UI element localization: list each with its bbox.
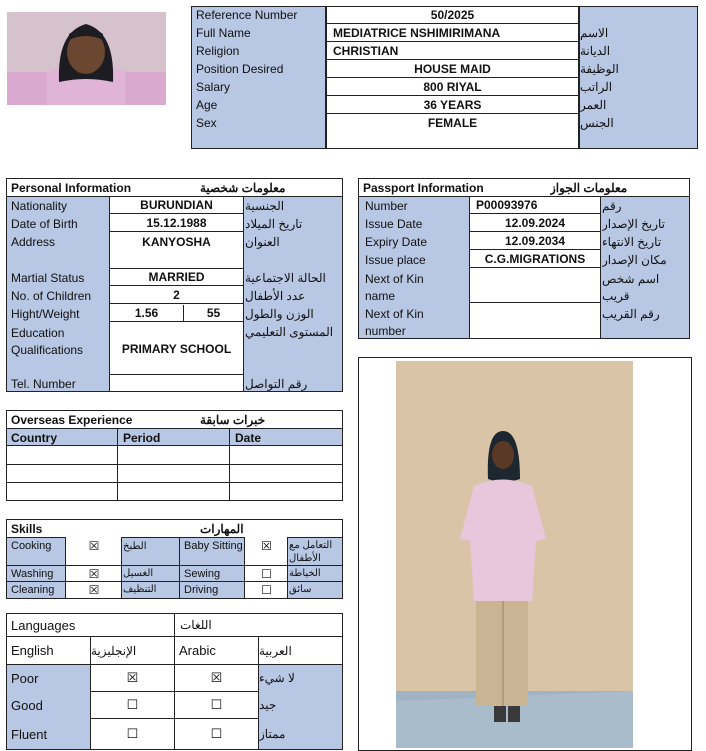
passport-label-expiry-date: Expiry Date xyxy=(365,234,428,249)
skills-title-ar: المهارات xyxy=(200,521,244,536)
lang-level-poor-ar: لا شيء xyxy=(259,671,295,685)
personal-label-height-weight: Hight/Weight xyxy=(11,306,80,321)
overseas-col-date: Date xyxy=(235,430,262,445)
passport-info-title-ar: معلومات الجواز xyxy=(550,180,628,195)
personal-value-height: 1.56 xyxy=(110,305,184,322)
personal-label-children: No. of Children xyxy=(11,288,92,303)
skill-cleaning-checkbox[interactable]: ☒ xyxy=(88,582,100,597)
personal-label-dob: Date of Birth xyxy=(11,216,78,231)
skill-driving-ar: سائق xyxy=(289,584,312,595)
skill-sewing-label: Sewing xyxy=(184,567,221,580)
passport-label-kin-name-2: name xyxy=(365,288,396,303)
passport-label-number: Number xyxy=(365,198,408,213)
header-value-salary: 800 RIYAL xyxy=(327,78,578,96)
lang-english-label: English xyxy=(11,643,54,658)
skill-cleaning-label: Cleaning xyxy=(11,583,55,596)
header-value-religion: CHRISTIAN xyxy=(327,42,578,60)
skill-baby-ar-2: الأطفال xyxy=(289,552,321,564)
skill-cleaning-ar: التنظيف xyxy=(123,584,157,595)
lang-english-good-checkbox[interactable]: ☐ xyxy=(126,697,139,712)
passport-value-expiry-date: 12.09.2034 xyxy=(470,233,600,250)
personal-value-marital: MARRIED xyxy=(110,269,243,286)
passport-arabic-number: رقم xyxy=(602,198,622,213)
lang-english-poor-checkbox[interactable]: ☒ xyxy=(126,670,139,685)
lang-level-good: Good xyxy=(11,697,43,713)
passport-arabic-kin-number: رقم القريب xyxy=(602,306,660,321)
lang-arabic-ar: العربية xyxy=(259,643,292,658)
overseas-title: Overseas Experience xyxy=(11,412,133,427)
personal-value-dob: 15.12.1988 xyxy=(110,215,243,232)
lang-arabic-poor-checkbox[interactable]: ☒ xyxy=(210,670,223,685)
passport-arabic-kin-name-2: قريب xyxy=(602,288,630,303)
languages-title: Languages xyxy=(11,617,76,633)
skills-title: Skills xyxy=(11,521,43,536)
header-label-sex: Sex xyxy=(196,116,217,130)
passport-value-kin-name xyxy=(470,269,600,303)
passport-arabic-expiry-date: تاريخ الانتهاء xyxy=(602,234,662,249)
overseas-col-country: Country xyxy=(11,430,57,445)
skill-driving-checkbox[interactable]: ☐ xyxy=(261,582,272,597)
passport-value-kin-number xyxy=(470,304,600,338)
header-value-reference: 50/2025 xyxy=(327,6,578,24)
header-label-religion: Religion xyxy=(196,44,240,58)
lang-level-fluent: Fluent xyxy=(11,726,48,742)
header-label-age: Age xyxy=(196,98,218,112)
languages-title-ar: اللغات xyxy=(180,618,212,632)
skill-sewing-ar: الخياطة xyxy=(289,568,321,579)
header-value-sex: FEMALE xyxy=(427,116,478,130)
passport-label-issue-date: Issue Date xyxy=(365,216,423,231)
passport-label-kin-number-2: number xyxy=(365,323,406,338)
headshot-photo xyxy=(7,12,166,105)
full-body-image xyxy=(396,361,633,748)
personal-arabic-children: عدد الأطفال xyxy=(245,288,306,303)
lang-english-fluent-checkbox[interactable]: ☐ xyxy=(126,726,139,741)
passport-label-kin-number-1: Next of Kin xyxy=(365,306,424,321)
overseas-col-period: Period xyxy=(123,430,161,445)
personal-arabic-dob: تاريخ الميلاد xyxy=(245,216,303,231)
personal-info-title-ar: معلومات شخصية xyxy=(200,180,286,195)
skill-washing-label: Washing xyxy=(11,567,54,580)
header-label-position: Position Desired xyxy=(196,62,284,76)
skill-cooking-checkbox[interactable]: ☒ xyxy=(88,539,100,553)
header-arabic-position: الوظيفة xyxy=(580,62,619,76)
skill-cooking-ar: الطبخ xyxy=(123,540,147,552)
divider xyxy=(7,482,342,483)
header-arabic-sex: الجنس xyxy=(580,116,614,130)
divider xyxy=(7,464,342,465)
lang-arabic-label: Arabic xyxy=(179,643,216,658)
personal-arabic-marital: الحالة الاجتماعية xyxy=(245,270,326,285)
header-arabic-fullname: الاسم xyxy=(580,26,609,40)
skill-washing-checkbox[interactable]: ☒ xyxy=(88,566,100,581)
personal-label-address: Address xyxy=(11,234,56,249)
lang-arabic-good-checkbox[interactable]: ☐ xyxy=(210,697,223,712)
skill-sewing-checkbox[interactable]: ☐ xyxy=(261,566,272,581)
skill-baby-checkbox[interactable]: ☒ xyxy=(261,539,272,553)
personal-value-children: 2 xyxy=(110,287,243,304)
lang-arabic-fluent-checkbox[interactable]: ☐ xyxy=(210,726,223,741)
personal-value-address: KANYOSHA xyxy=(142,234,211,249)
personal-value-education: PRIMARY SCHOOL xyxy=(110,323,243,375)
header-arabic-age: العمر xyxy=(580,98,607,112)
skill-driving-label: Driving xyxy=(184,583,219,596)
header-arabic-religion: الديانة xyxy=(580,44,611,58)
passport-arabic-issue-date: تاريخ الإصدار xyxy=(602,216,666,231)
personal-value-nationality: BURUNDIAN xyxy=(110,197,243,214)
passport-value-number: P00093976 xyxy=(470,197,600,214)
lang-level-good-ar: جيد xyxy=(259,698,277,712)
personal-arabic-address: العنوان xyxy=(245,234,280,249)
header-label-reference: Reference Number xyxy=(196,8,298,22)
lang-level-fluent-ar: ممتاز xyxy=(259,727,286,741)
personal-label-nationality: Nationality xyxy=(11,198,68,213)
passport-label-kin-name-1: Next of Kin xyxy=(365,271,424,286)
header-label-fullname: Full Name xyxy=(196,26,251,40)
header-value-position: HOUSE MAID xyxy=(327,60,578,78)
header-label-salary: Salary xyxy=(196,80,231,94)
personal-value-tel xyxy=(110,375,243,391)
personal-label-tel: Tel. Number xyxy=(11,376,76,391)
header-value-fullname: MEDIATRICE NSHIMIRIMANA xyxy=(327,24,578,42)
personal-arabic-nationality: الجنسية xyxy=(245,198,285,213)
lang-english-ar: الإنجليزية xyxy=(91,643,137,658)
passport-arabic-kin-name-1: اسم شخص xyxy=(602,271,660,286)
overseas-title-ar: خبرات سابقة xyxy=(200,412,266,427)
full-body-photo xyxy=(396,361,633,748)
personal-label-education-2: Qualifications xyxy=(11,342,84,357)
lang-level-poor: Poor xyxy=(11,670,39,686)
personal-label-education-1: Education xyxy=(11,325,65,340)
skill-cooking-label: Cooking xyxy=(11,540,52,552)
headshot-image xyxy=(7,12,166,105)
passport-label-issue-place: Issue place xyxy=(365,252,426,267)
passport-value-issue-date: 12.09.2024 xyxy=(470,215,600,232)
passport-value-issue-place: C.G.MIGRATIONS xyxy=(470,251,600,268)
skill-baby-label: Baby Sitting xyxy=(184,540,243,552)
header-value-age: 36 YEARS xyxy=(327,96,578,114)
skill-baby-ar-1: التعامل مع xyxy=(289,539,333,551)
passport-arabic-issue-place: مكان الإصدار xyxy=(602,252,667,267)
personal-arabic-education: المستوى التعليمي xyxy=(245,324,334,339)
passport-info-title: Passport Information xyxy=(363,180,484,195)
personal-label-marital: Martial Status xyxy=(11,270,85,285)
personal-value-weight: 55 xyxy=(184,305,243,322)
personal-info-title: Personal Information xyxy=(11,180,132,195)
personal-arabic-tel: رقم التواصل xyxy=(245,376,308,391)
header-arabic-salary: الراتب xyxy=(580,80,613,94)
skill-washing-ar: الغسيل xyxy=(123,568,154,579)
personal-arabic-height-weight: الوزن والطول xyxy=(245,306,314,321)
